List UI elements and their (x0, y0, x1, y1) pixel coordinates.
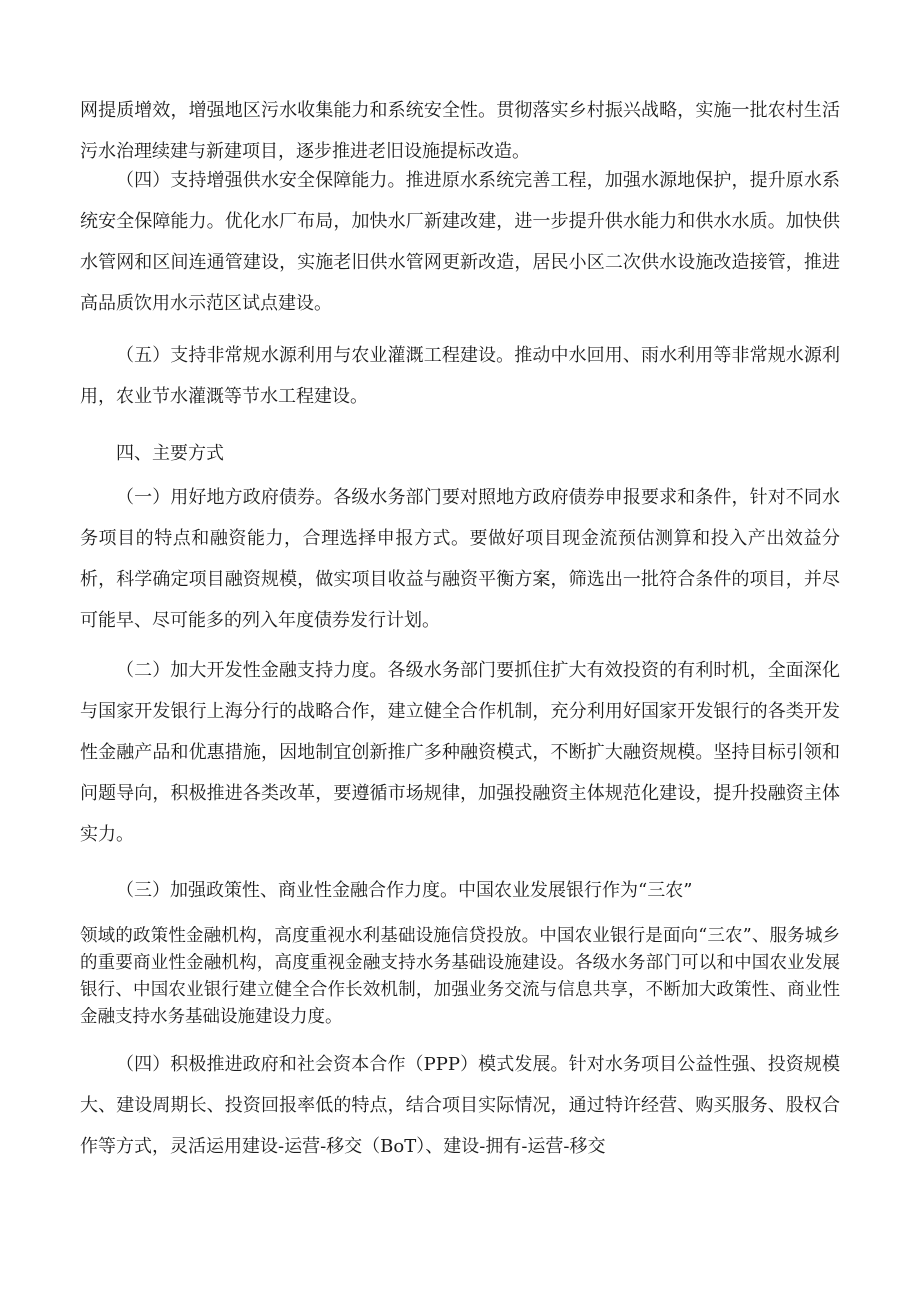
paragraph-policy-finance-body: 领域的政策性金融机构，高度重视水利基础设施信贷投放。中国农业银行是面向“三农”、服务城乡的重要商业性金融机构，高度重视金融支持水务基础设施建设。各级水务部门可以和中国农业发展银行、中国农业银行建立健全合作长效机制，加强业务交流与信息共享，不断加大政策性、商业性金融支持水务基础设施建设力度。 (80, 926, 840, 1027)
paragraph-unconventional-water: （五）支持非常规水源利用与农业灌溉工程建设。推动中水回用、雨水利用等非常规水源利用，农业节水灌溉等节水工程建设。 (80, 345, 840, 407)
paragraph-development-finance: （二）加大开发性金融支持力度。各级水务部门要抓住扩大有效投资的有利时机，全面深化与国家开发银行上海分行的战略合作，建立健全合作机制，充分利用好国家开发银行的各类开发性金融产品和优惠措施，因地制宜创新推广多种融资模式，不断扩大融资规模。坚持目标引领和问题导向，积极推进各类改革，要遵循市场规律，加强投融资主体规范化建设，提升投融资主体实力。 (80, 660, 840, 845)
section-heading-main-methods: 四、主要方式 (116, 443, 224, 464)
paragraph-water-supply: （四）支持增强供水安全保障能力。推进原水系统完善工程，加强水源地保护，提升原水系统安全保障能力。优化水厂布局，加快水厂新建改建，进一步提升供水能力和供水水质。加快供水管网和区间连通管建设，实施老旧供水管网更新改造，居民小区二次供水设施改造接管，推进高品质饮用水示范区试点建设。 (80, 170, 840, 314)
paragraph-ppp: （四）积极推进政府和社会资本合作（PPP）模式发展。针对水务项目公益性强、投资规模大、建设周期长、投资回报率低的特点，结合项目实际情况，通过特许经营、购买服务、股权合作等方式，灵活运用建设-运营-移交（BoT）、建设-拥有-运营-移交 (80, 1054, 840, 1157)
paragraph-policy-finance-intro: （三）加强政策性、商业性金融合作力度。中国农业发展银行作为“三农” (116, 880, 693, 901)
paragraph-rural-sewage: 网提质增效，增强地区污水收集能力和系统安全性。贯彻落实乡村振兴战略，实施一批农村生活污水治理续建与新建项目，逐步推进老旧设施提标改造。 (80, 100, 840, 162)
paragraph-local-bonds: （一）用好地方政府债券。各级水务部门要对照地方政府债券申报要求和条件，针对不同水务项目的特点和融资能力，合理选择申报方式。要做好项目现金流预估测算和投入产出效益分析，科学确定项目融资规模，做实项目收益与融资平衡方案，筛选出一批符合条件的项目，并尽可能早、尽可能多的列入年度债券发行计划。 (80, 487, 840, 631)
